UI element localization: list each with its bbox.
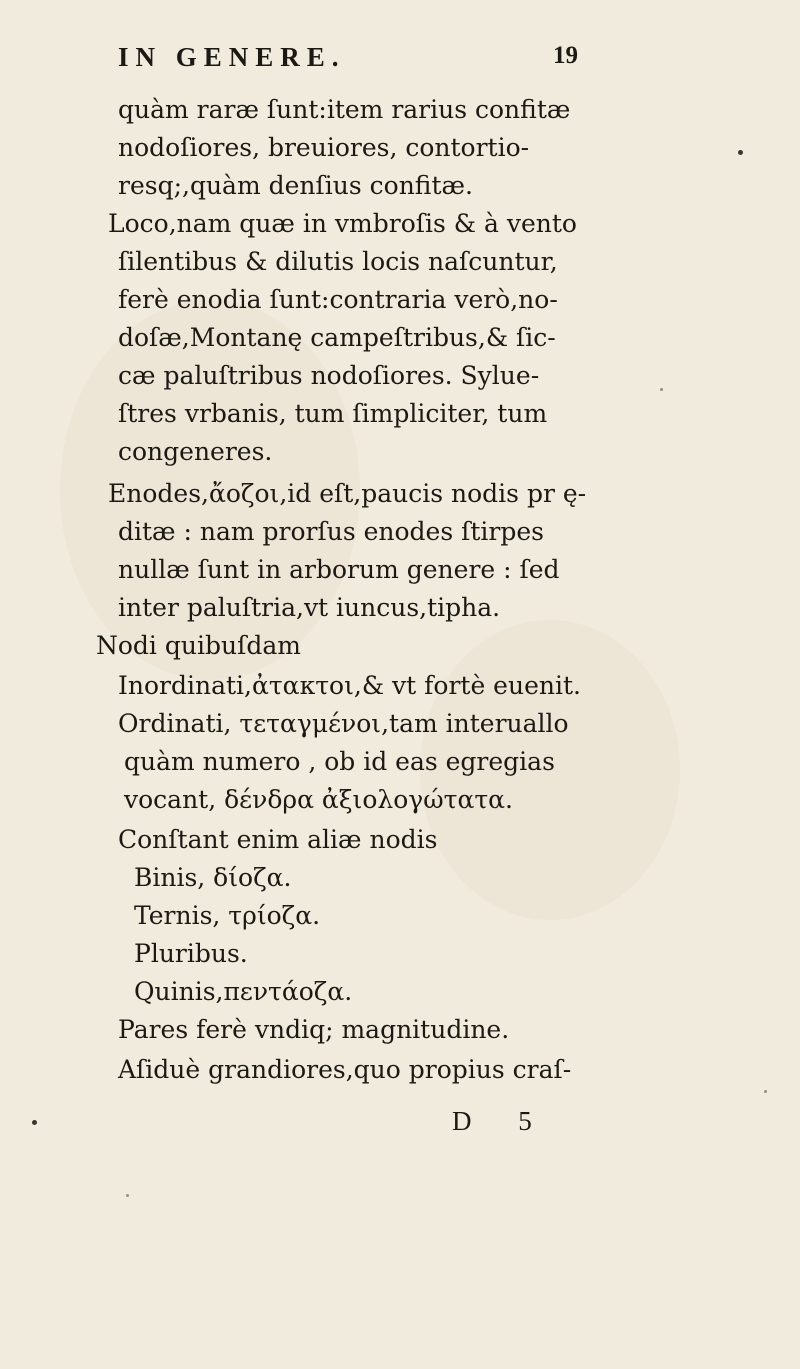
running-head: IN GENERE.	[118, 42, 346, 72]
text-line: Conſtant enim aliæ nodis	[118, 825, 438, 854]
text-line: quàm raræ ſunt:item rarius confitæ	[118, 95, 571, 124]
text-line: Pluribus.	[134, 939, 248, 968]
text-line: Ternis, τρίοζα.	[134, 901, 321, 930]
text-line: ditæ : nam prorſus enodes ſtirpes	[118, 517, 545, 546]
text-line: vocant, δένδρα ἀξιολογώτατα.	[124, 785, 514, 814]
text-line: Inordinati,ἀτακτοι,& vt fortè euenit.	[118, 671, 581, 700]
text-line: Ordinati, τεταγμένοι,tam interuallo	[118, 709, 569, 738]
text-line: ferè enodia ſunt:contraria verò,no-	[118, 285, 558, 314]
text-line: Pares ferè vndiq; magnitudine.	[118, 1015, 510, 1044]
text-line: Aſiduè grandiores,quo propius craſ-	[118, 1055, 572, 1084]
text-line: quàm numero , ob id eas egregias	[124, 747, 555, 776]
ink-speck	[32, 1120, 37, 1125]
ink-speck	[126, 1194, 129, 1197]
page-header	[118, 42, 578, 82]
text-line: Binis, δίοζα.	[134, 863, 292, 892]
text-line: doſæ,Montanę campeſtribus,& ſic-	[118, 323, 556, 352]
ink-speck	[660, 388, 663, 391]
text-line: Nodi quibuſdam	[96, 631, 301, 660]
text-line: congeneres.	[118, 437, 273, 466]
ink-speck	[764, 1090, 767, 1093]
text-line: Loco,nam quæ in vmbroſis & à vento	[108, 209, 577, 238]
text-line: nodoſiores, breuiores, contortio-	[118, 133, 530, 162]
page-number: 19	[553, 42, 578, 69]
text-line: ſtres vrbanis, tum ſimpliciter, tum	[118, 399, 548, 428]
text-line: Quinis,πεντάοζα.	[134, 977, 353, 1006]
signature-mark: D 5	[452, 1106, 552, 1136]
text-line: Enodes,ἄοζοι,id eſt,paucis nodis pr ę-	[108, 479, 587, 508]
text-line: ſilentibus & dilutis locis naſcuntur,	[118, 247, 558, 276]
text-line: cæ paluſtribus nodoſiores. Sylue-	[118, 361, 540, 390]
text-line: resq;,quàm denſius confitæ.	[118, 171, 473, 200]
ink-speck	[738, 150, 743, 155]
text-line: inter paluſtria,vt iuncus,tipha.	[118, 593, 501, 622]
text-line: nullæ ſunt in arborum genere : ſed	[118, 555, 560, 584]
